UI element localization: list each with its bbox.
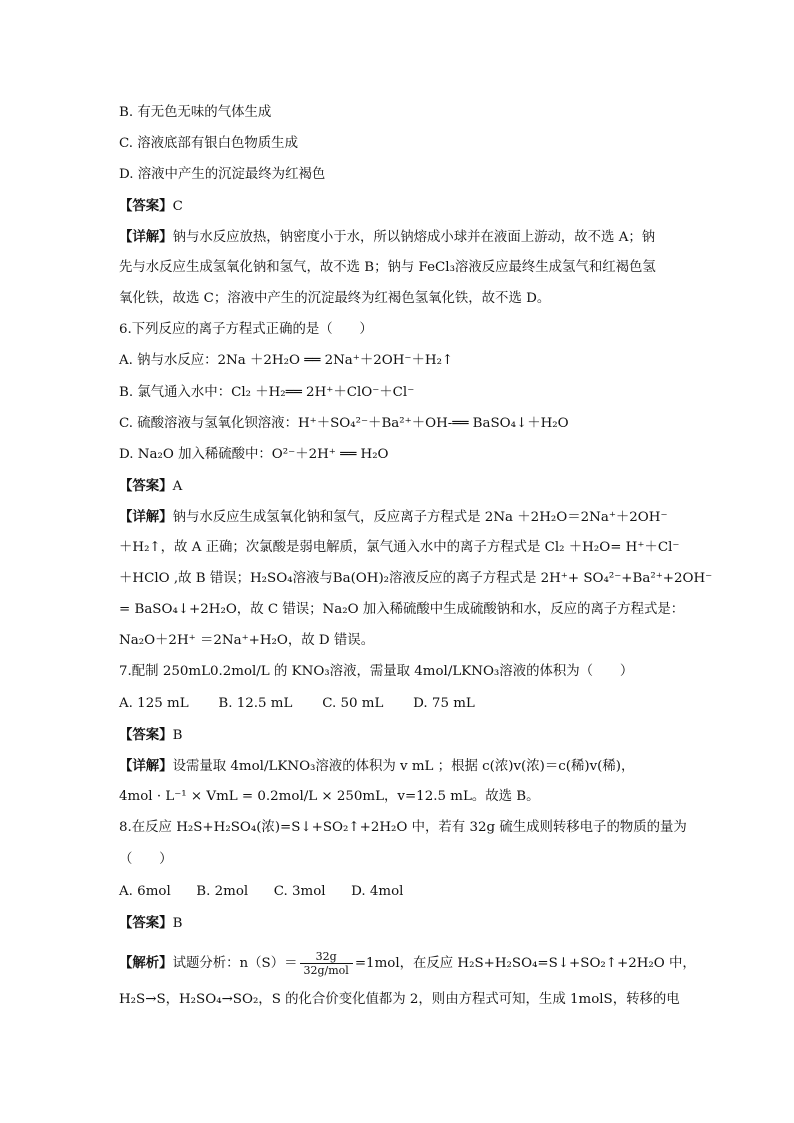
explanation-line: 先与水反应生成氢氧化钠和氢气，故不选 B；钠与 FeCl₃溶液反应最终生成氢气和红褐色氢 xyxy=(119,260,656,275)
answer-line xyxy=(119,913,182,934)
options-row: A. 6mol B. 2mol C. 3mol D. 4mol xyxy=(119,884,404,899)
option-b: B. 有无色无味的气体生成 xyxy=(119,105,272,120)
analysis-text: =1mol，在反应 H₂S+H₂SO₄=S↓+SO₂↑+2H₂O 中， xyxy=(354,956,696,971)
fraction xyxy=(300,950,353,977)
explanation-line: 4mol · L⁻¹ × VmL = 0.2mol/L × 250mL，v=12.5 mL。故选 B。 xyxy=(119,789,540,804)
analysis-text: 试题分析：n（S）＝ xyxy=(172,956,298,971)
answer-tag: 【答案】 xyxy=(119,915,173,931)
answer-value: C xyxy=(172,199,183,214)
explanation-line: Na₂O＋2H⁺ ＝2Na⁺+H₂O，故 D 错误。 xyxy=(119,633,375,648)
answer-tag: 【答案】 xyxy=(119,478,173,494)
question-6: 6.下列反应的离子方程式正确的是（ ） xyxy=(119,322,373,337)
answer-line xyxy=(119,725,182,746)
explanation-line xyxy=(119,756,634,777)
option-c: C. 溶液底部有银白色物质生成 xyxy=(119,136,298,151)
analysis-line xyxy=(119,950,696,977)
option-d: D. Na₂O 加入稀硫酸中：O²⁻＋2H⁺ ══ H₂O xyxy=(119,447,389,462)
option-d: D. 溶液中产生的沉淀最终为红褐色 xyxy=(119,167,326,182)
option-c: C. 硫酸溶液与氢氧化钡溶液：H⁺＋SO₄²⁻＋Ba²⁺＋OH-══ BaSO₄↓＋H₂O xyxy=(119,416,569,431)
explanation-text: 钠与水反应放热，钠密度小于水，所以钠熔成小球并在液面上游动，故不选 A；钠 xyxy=(172,230,656,245)
explanation-line xyxy=(119,227,655,248)
explanation-tag: 【详解】 xyxy=(119,509,173,525)
answer-line xyxy=(119,196,183,217)
fraction-denominator: 32g/mol xyxy=(303,964,349,977)
explanation-text: 设需量取 4mol/LKNO₃溶液的体积为 v mL ；根据 c(浓)v(浓)＝c(稀)v(稀)， xyxy=(172,759,635,774)
explanation-tag: 【详解】 xyxy=(119,758,173,774)
answer-value: B xyxy=(172,728,183,743)
option-b: B. 氯气通入水中：Cl₂ ＋H₂══ 2H⁺＋ClO⁻＋Cl⁻ xyxy=(119,385,415,400)
answer-value: B xyxy=(172,916,183,931)
explanation-line: ＋H₂↑，故 A 正确；次氯酸是弱电解质，氯气通入水中的离子方程式是 Cl₂ ＋H₂O= H⁺＋Cl⁻ xyxy=(119,540,680,555)
explanation-tag: 【详解】 xyxy=(119,229,173,245)
option-a: A. 钠与水反应：2Na ＋2H₂O ══ 2Na⁺＋2OH⁻＋H₂↑ xyxy=(119,353,454,368)
analysis-tag: 【解析】 xyxy=(119,955,173,971)
analysis-line: H₂S→S，H₂SO₄→SO₂，S 的化合价变化值都为 2，则由方程式可知，生成 1molS，转移的电 xyxy=(119,992,680,1007)
explanation-line: = BaSO₄↓+2H₂O，故 C 错误；Na₂O 加入稀硫酸中生成硫酸钠和水，反应的离子方程式是： xyxy=(119,602,685,617)
answer-tag: 【答案】 xyxy=(119,727,173,743)
answer-tag: 【答案】 xyxy=(119,198,173,214)
question-8-bracket: （ ） xyxy=(119,852,173,867)
fraction-numerator: 32g xyxy=(300,950,353,964)
answer-value: A xyxy=(172,479,183,494)
question-8: 8.在反应 H₂S+H₂SO₄(浓)=S↓+SO₂↑+2H₂O 中，若有 32g 硫生成则转移电子的物质的量为 xyxy=(119,820,687,835)
options-row: A. 125 mL B. 12.5 mL C. 50 mL D. 75 mL xyxy=(119,696,475,711)
answer-line xyxy=(119,476,182,497)
explanation-line: ＋HClO ,故 B 错误；H₂SO₄溶液与Ba(OH)₂溶液反应的离子方程式是 2H⁺+ SO₄²⁻+Ba²⁺+2OH⁻ xyxy=(119,571,713,586)
question-7: 7.配制 250mL0.2mol/L 的 KNO₃溶液，需量取 4mol/LKNO₃溶液的体积为（ ） xyxy=(119,664,634,679)
explanation-line xyxy=(119,507,668,528)
explanation-line: 氧化铁，故选 C；溶液中产生的沉淀最终为红褐色氢氧化铁，故不选 D。 xyxy=(119,291,551,306)
explanation-text: 钠与水反应生成氢氧化钠和氢气，反应离子方程式是 2Na ＋2H₂O＝2Na⁺＋2OH⁻ xyxy=(172,510,668,525)
